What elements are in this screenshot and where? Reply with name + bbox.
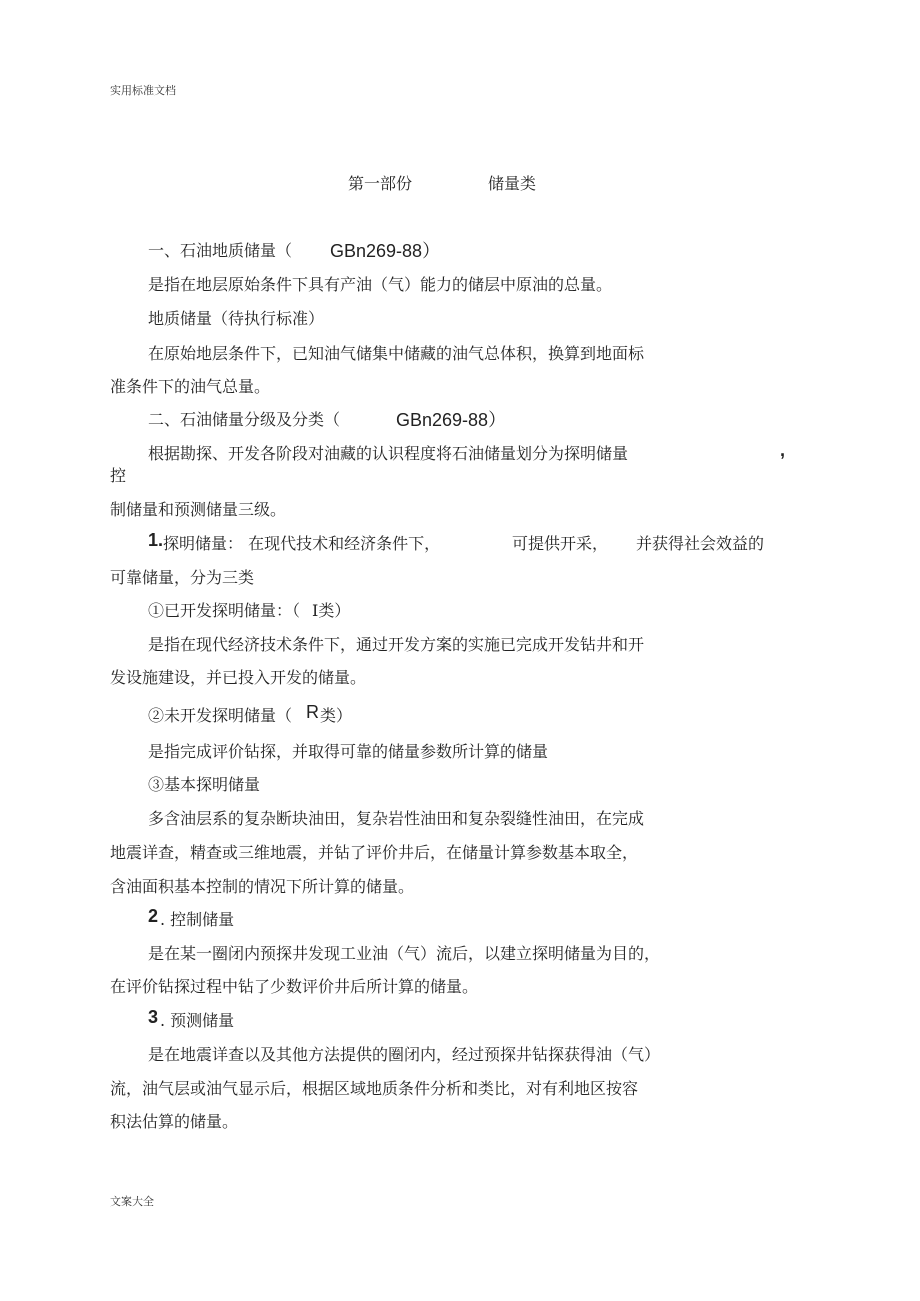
page-footer: 文案大全 bbox=[110, 1195, 154, 1208]
paragraph-line: 是指在现代经济技术条件下，通过开发方案的实施已完成开发钻井和开 bbox=[148, 635, 645, 654]
paragraph-line: 在原始地层条件下，已知油气储集中储藏的油气总体积，换算到地面标 bbox=[148, 344, 645, 363]
paragraph-line: 地震详查，精查或三维地震，并钻了评价井后，在储量计算参数基本取全， bbox=[110, 843, 639, 862]
paragraph-line: 流，油气层或油气显示后，根据区域地质条件分析和类比，对有利地区按容 bbox=[110, 1079, 639, 1098]
category-2-label: ②未开发探明储量（ bbox=[148, 706, 293, 725]
paragraph-line: 地质储量（待执行标准） bbox=[148, 309, 325, 328]
item-2-number: 2 bbox=[148, 906, 159, 926]
title-category: 储量类 bbox=[488, 174, 537, 193]
item-1-text: 探明储量： 在现代技术和经济条件下， bbox=[163, 534, 441, 553]
paragraph-line: 积法估算的储量。 bbox=[110, 1112, 239, 1131]
item-1-number: 1. bbox=[148, 530, 164, 550]
title-part: 第一部份 bbox=[348, 174, 413, 193]
category-1-code: Ⅰ类） bbox=[312, 601, 351, 620]
paragraph-comma: , bbox=[780, 440, 786, 460]
paragraph-line: 发设施建设，并已投入开发的储量。 bbox=[110, 668, 367, 687]
paragraph-line: 控 bbox=[110, 466, 127, 485]
paragraph-line: 在评价钻探过程中钻了少数评价井后所计算的储量。 bbox=[110, 977, 479, 996]
item-3-text: . 预测储量 bbox=[160, 1011, 235, 1030]
paragraph-line: 准条件下的油气总量。 bbox=[110, 377, 271, 396]
category-3-label: ③基本探明储量 bbox=[148, 775, 261, 794]
paragraph-line: 是在某一圈闭内预探井发现工业油（气）流后，以建立探明储量为目的， bbox=[148, 944, 661, 963]
paragraph-line: 可靠储量，分为三类 bbox=[110, 568, 255, 587]
item-2-text: . 控制储量 bbox=[160, 910, 235, 929]
paragraph-line: 根据勘探、开发各阶段对油藏的认识程度将石油储量划分为探明储量 bbox=[148, 444, 629, 463]
section-2-heading: 二、石油储量分级及分类（ bbox=[148, 410, 341, 429]
item-1-text: 可提供开采， bbox=[512, 534, 609, 553]
category-2-tail: 类） bbox=[320, 706, 353, 725]
section-1-heading: 一、石油地质储量（ bbox=[148, 241, 293, 260]
item-1-text: 并获得社会效益的 bbox=[636, 534, 765, 553]
section-2-code: GBn269-88） bbox=[396, 410, 507, 430]
paragraph-line: 含油面积基本控制的情况下所计算的储量。 bbox=[110, 877, 415, 896]
paragraph-line: 是在地震详查以及其他方法提供的圈闭内，经过预探井钻探获得油（气） bbox=[148, 1045, 661, 1064]
item-3-number: 3 bbox=[148, 1007, 159, 1027]
category-1-label: ①已开发探明储量：（ bbox=[148, 601, 301, 620]
category-2-code: R bbox=[306, 702, 319, 722]
paragraph-line: 是指在地层原始条件下具有产油（气）能力的储层中原油的总量。 bbox=[148, 275, 613, 294]
page-header: 实用标准文档 bbox=[110, 84, 176, 97]
paragraph-line: 制储量和预测储量三级。 bbox=[110, 500, 287, 519]
paragraph-line: 多含油层系的复杂断块油田，复杂岩性油田和复杂裂缝性油田，在完成 bbox=[148, 809, 645, 828]
section-1-code: GBn269-88） bbox=[330, 241, 441, 261]
paragraph-line: 是指完成评价钻探，并取得可靠的储量参数所计算的储量 bbox=[148, 742, 549, 761]
